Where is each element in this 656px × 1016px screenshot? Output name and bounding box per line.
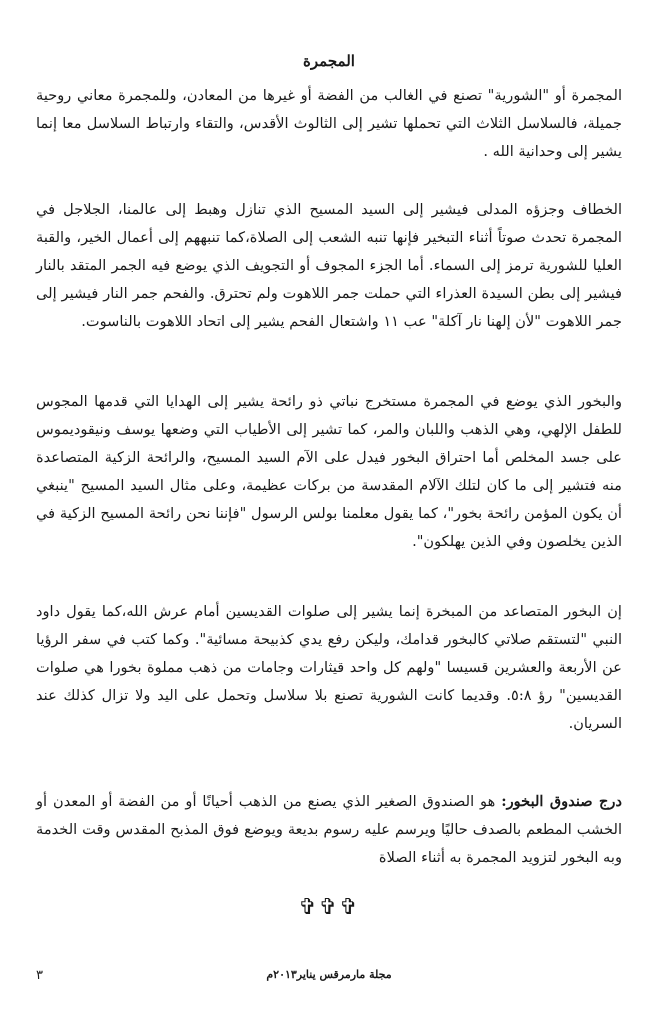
paragraph-censer-parts: الخطاف وجزؤه المدلى فيشير إلى السيد المسيح الذي تنازل وهبط إلى عالمنا، الجلاجل في المجمرة تحدث صوتاً أثناء التبخير فإنها تنبه الشعب إلى الصلاة،كما تنبههم إلى أعمال الخير، والقبة العليا للشورية ترمز إلى السماء. أما الجزء المجوف أو التجويف الذي يوضع فيه الجمر المتقد بالنار فيشير إلى بطن السيدة العذراء التي حملت جمر اللاهوت ولم تحترق. والفحم جمر النار فيشير إلى جمر اللاهوت "لأن إلهنا نار آكلة" عب ١١ واشتعال الفحم يشير إلى اتحاد اللاهوت بالناسوت. xyxy=(36,201,622,330)
footer-journal-title: مجلة مارمرقس يناير٢٠١٣م xyxy=(266,968,392,981)
incense-box-text: هو الصندوق الصغير الذي يصنع من الذهب أحيانًا أو من الفضة أو المعدن أو الخشب المطعم بالصدف حاليًا ويرسم عليه رسوم بديعة ويوضع فوق المذبح المقدس وقت الخدمة وبه البخور لتزويد المجمرة به أثناء الصلاة xyxy=(36,793,622,866)
page-title: المجمرة xyxy=(303,52,355,70)
incense-box-term: درج صندوق البخور: xyxy=(501,793,622,810)
document-page xyxy=(36,0,622,1016)
page-footer xyxy=(36,968,622,988)
paragraph-incense-box xyxy=(36,788,622,872)
crosses-ornament-icon: ✞✞✞ xyxy=(298,895,360,920)
paragraph-incense-prayers: إن البخور المتصاعد من المبخرة إنما يشير إلى صلوات القديسين أمام عرش الله،كما يقول داود النبي "لتستقم صلاتي كالبخور قدامك، وليكن رفع يدي كذبيحة مسائية". وكما كتب في سفر الرؤيا عن الأربعة والعشرين قسيسا "ولهم كل واحد قيثارات وجامات من ذهب مملوة بخورا هي صلوات القديسين" رؤ ٥:٨. وقديما كانت الشورية تصنع بلا سلاسل وتحمل على اليد ولا تزال كذلك عند السريان. xyxy=(36,603,622,732)
page-number: ٣ xyxy=(36,968,43,983)
paragraph-censer-description: المجمرة أو "الشورية" تصنع في الغالب من الفضة أو غيرها من المعادن، وللمجمرة معاني روحية جميلة، فالسلاسل الثلاث التي تحملها تشير إلى الثالوث الأقدس، والتقاء وارتباط السلاسل معا إنما يشير إلى وحدانية الله . xyxy=(36,87,622,160)
paragraph-incense-meaning: والبخور الذي يوضع في المجمرة مستخرج نباتي ذو رائحة يشير إلى الهدايا التي قدمها المجوس للطفل الإلهي، وهي الذهب واللبان والمر، كما تشير إلى الأطياب التي وضعها يوسف ونيقوديموس على جسد المخلص أما احتراق البخور فيدل على الآم السيد المسيح، والرائحة الزكية المتصاعدة منه فتشير إلى ما كان لتلك الآلام المقدسة من بركات عظيمة، وعلى مثال السيد المسيح "ينبغي أن يكون المؤمن رائحة بخور"، كما يقول معلمنا بولس الرسول "فإننا نحن رائحة المسيح الزكية في الذين يخلصون وفي الذين يهلكون". xyxy=(36,393,622,550)
